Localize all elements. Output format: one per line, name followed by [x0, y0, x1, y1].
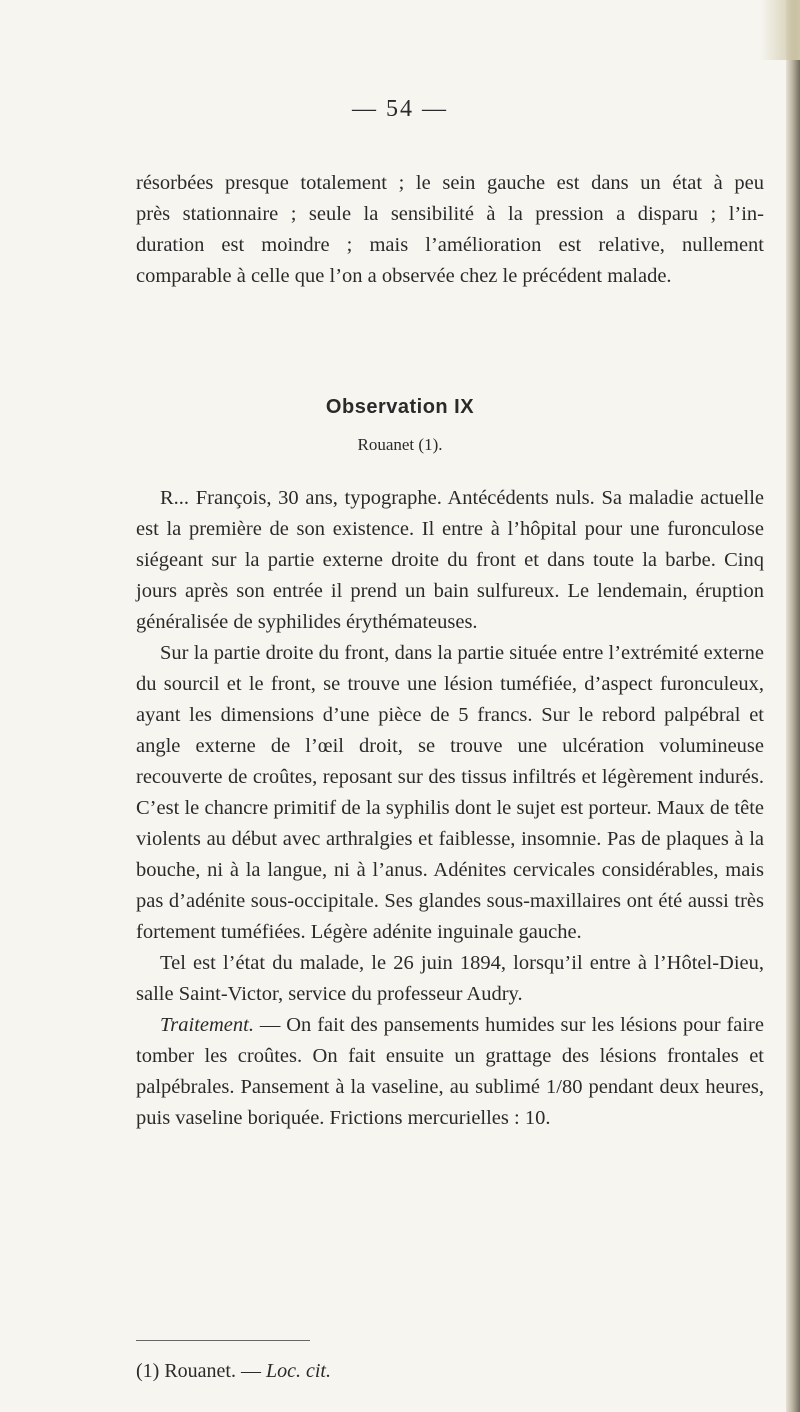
footnote — [136, 1360, 331, 1383]
paragraph-admission: Tel est l’état du malade, le 26 juin 1894, lorsqu’il entre à l’Hôtel-Dieu, salle Saint-Victor, service du professeur Audry. — [136, 952, 764, 1005]
page-number: — 54 — — [352, 96, 448, 122]
treatment-text: — On fait des pansements humides sur les lésions pour faire tomber les croûtes. On fait ensuite un grattage des lésions frontales et palpébrales. Pansement à la vaseline, au sublimé 1/80 pendant deux heures, puis vaseline boriquée. Frictions mercurielles : 10. — [136, 1014, 764, 1129]
intro-paragraph — [136, 168, 764, 292]
paragraph-lesions: Sur la partie droite du front, dans la partie située entre l’extrémité externe du sourcil et le front, se trouve une lésion tuméfiée, d’aspect furonculeux, ayant les dimensions d’une pièce de 5 francs. Sur le rebord palpébral et angle externe de l’œil droit, se trouve une ulcération volumineuse recouverte de croûtes, reposant sur des tissus infiltrés et légèrement indurés. C’est le chancre primitif de la syphilis dont le sujet est porteur. Maux de tête violents au début avec arthralgies et faiblesse, insomnie. Pas de plaques à la bouche, ni à la langue, ni à l’anus. Adénites cervicales considérables, mais pas d’adénite sous-occipitale. Ses glandes sous-maxillaires ont été aussi très fortement tuméfiées. Légère adénite inguinale gauche. — [136, 642, 764, 943]
footnote-prefix: (1) Rouanet. — — [136, 1360, 266, 1382]
page-edge-stain — [760, 0, 800, 60]
intro-line: près stationnaire ; seule la sensibilité à la pression a disparu ; l’in- — [136, 203, 764, 225]
paragraph-treatment — [136, 1010, 764, 1134]
footnote-citation: Loc. cit. — [265, 1360, 331, 1382]
page-edge-shadow — [786, 0, 800, 1412]
intro-line: comparable à celle que l’on a observée chez le précédent malade. — [136, 265, 672, 287]
observation-subtitle: Rouanet (1). — [357, 435, 443, 454]
intro-line: résorbées presque totalement ; le sein gauche est dans un état à peu — [136, 172, 764, 194]
observation-title: Observation IX — [325, 396, 475, 418]
observation-body — [136, 483, 764, 1134]
treatment-label: Traitement. — [160, 1014, 254, 1036]
intro-line: duration est moindre ; mais l’amélioration est relative, nullement — [136, 234, 764, 256]
paragraph-history: R... François, 30 ans, typographe. Antécédents nuls. Sa maladie actuelle est la première de son existence. Il entre à l’hôpital pour une furonculose siégeant sur la partie externe droite du front et dans toute la barbe. Cinq jours après son entrée il prend un bain sulfureux. Le lendemain, éruption généralisée de syphilides érythémateuses. — [136, 487, 764, 633]
footnote-rule — [136, 1340, 310, 1341]
